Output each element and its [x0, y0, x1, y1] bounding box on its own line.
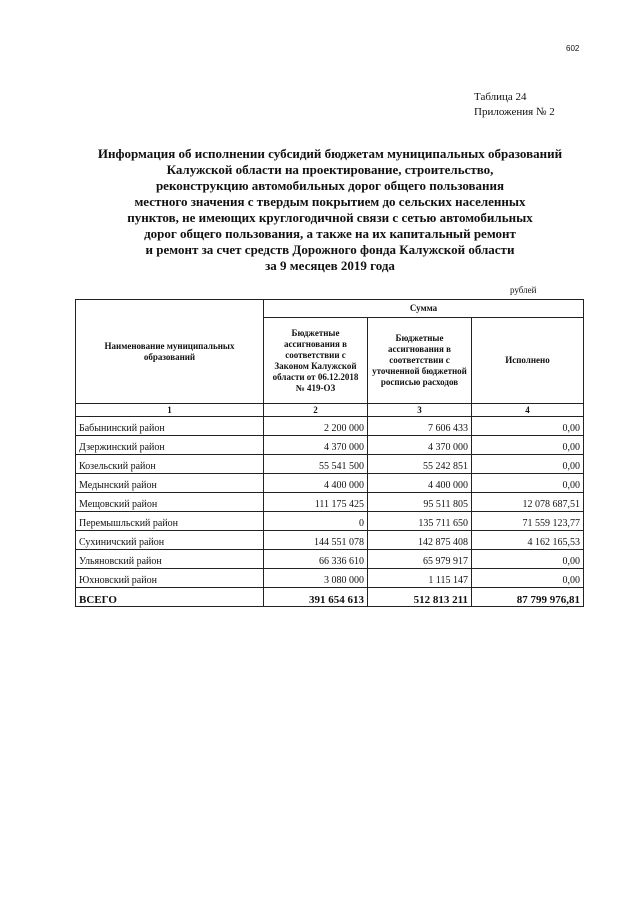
- executed-value: 0,00: [472, 455, 584, 474]
- executed-value: 71 559 123,77: [472, 512, 584, 531]
- page-number: 602: [566, 44, 580, 53]
- refined-allocation-value: 7 606 433: [368, 417, 472, 436]
- executed-value: 0,00: [472, 550, 584, 569]
- law-allocation-value: 66 336 610: [264, 550, 368, 569]
- column-numbers-row: [76, 404, 584, 417]
- title-line: дорог общего пользования, а также на их капитальный ремонт: [144, 226, 516, 241]
- header-municipality: Наименование муниципальных образований: [76, 300, 264, 404]
- municipality-name: Козельский район: [76, 455, 264, 474]
- title-line: за 9 месяцев 2019 года: [265, 258, 395, 273]
- title-line: реконструкцию автомобильных дорог общего пользования: [155, 178, 505, 193]
- title-line: Калужской области на проектирование, строительство,: [166, 162, 494, 177]
- column-number: 2: [264, 404, 368, 417]
- table-row: [76, 512, 584, 531]
- municipality-name: Перемышльский район: [76, 512, 264, 531]
- law-allocation-value: 4 400 000: [264, 474, 368, 493]
- table-row: [76, 569, 584, 588]
- executed-value: 12 078 687,51: [472, 493, 584, 512]
- executed-value: 4 162 165,53: [472, 531, 584, 550]
- table-reference: [474, 90, 555, 120]
- total-law-allocation: 391 654 613: [264, 588, 368, 607]
- table-row: [76, 436, 584, 455]
- table-row: [76, 550, 584, 569]
- executed-value: 0,00: [472, 436, 584, 455]
- municipality-name: Дзержинский район: [76, 436, 264, 455]
- municipality-name: Медынский район: [76, 474, 264, 493]
- table-row: [76, 531, 584, 550]
- table-row: [76, 417, 584, 436]
- municipality-name: Юхновский район: [76, 569, 264, 588]
- total-executed: 87 799 976,81: [472, 588, 584, 607]
- header-refined-allocation: Бюджетные ассигнования в соответствии с уточненной бюджетной росписью расходов: [368, 318, 472, 404]
- header-executed: Исполнено: [472, 318, 584, 404]
- units-label: рублей: [510, 285, 537, 295]
- column-number: 4: [472, 404, 584, 417]
- law-allocation-value: 3 080 000: [264, 569, 368, 588]
- law-allocation-value: 55 541 500: [264, 455, 368, 474]
- law-allocation-value: 144 551 078: [264, 531, 368, 550]
- title-line: местного значения с твердым покрытием до сельских населенных: [134, 194, 526, 209]
- subsidies-table: [75, 299, 584, 607]
- refined-allocation-value: 4 400 000: [368, 474, 472, 493]
- total-row: [76, 588, 584, 607]
- municipality-name: Ульяновский район: [76, 550, 264, 569]
- law-allocation-value: 111 175 425: [264, 493, 368, 512]
- table-reference-line1: Таблица 24: [474, 91, 527, 103]
- refined-allocation-value: 4 370 000: [368, 436, 472, 455]
- refined-allocation-value: 65 979 917: [368, 550, 472, 569]
- law-allocation-value: 2 200 000: [264, 417, 368, 436]
- executed-value: 0,00: [472, 474, 584, 493]
- law-allocation-value: 0: [264, 512, 368, 531]
- total-label: ВСЕГО: [76, 588, 264, 607]
- law-allocation-value: 4 370 000: [264, 436, 368, 455]
- column-number: 1: [76, 404, 264, 417]
- table-row: [76, 493, 584, 512]
- title-line: и ремонт за счет средств Дорожного фонда Калужской области: [145, 242, 515, 257]
- title-line: пунктов, не имеющих круглогодичной связи с сетью автомобильных: [127, 210, 533, 225]
- municipality-name: Мещовский район: [76, 493, 264, 512]
- executed-value: 0,00: [472, 417, 584, 436]
- table-row: [76, 474, 584, 493]
- title-line: Информация об исполнении субсидий бюджетам муниципальных образований: [97, 146, 563, 161]
- refined-allocation-value: 1 115 147: [368, 569, 472, 588]
- executed-value: 0,00: [472, 569, 584, 588]
- header-law-allocation: Бюджетные ассигнования в соответствии с Законом Калужской области от 06.12.2018 № 419-ОЗ: [264, 318, 368, 404]
- municipality-name: Сухиничский район: [76, 531, 264, 550]
- column-number: 3: [368, 404, 472, 417]
- table-reference-line2: Приложения № 2: [474, 106, 555, 118]
- table-row: [76, 455, 584, 474]
- refined-allocation-value: 142 875 408: [368, 531, 472, 550]
- refined-allocation-value: 95 511 805: [368, 493, 472, 512]
- refined-allocation-value: 135 711 650: [368, 512, 472, 531]
- total-refined-allocation: 512 813 211: [368, 588, 472, 607]
- header-sum: Сумма: [264, 300, 584, 318]
- municipality-name: Бабынинский район: [76, 417, 264, 436]
- document-title: [70, 146, 590, 274]
- refined-allocation-value: 55 242 851: [368, 455, 472, 474]
